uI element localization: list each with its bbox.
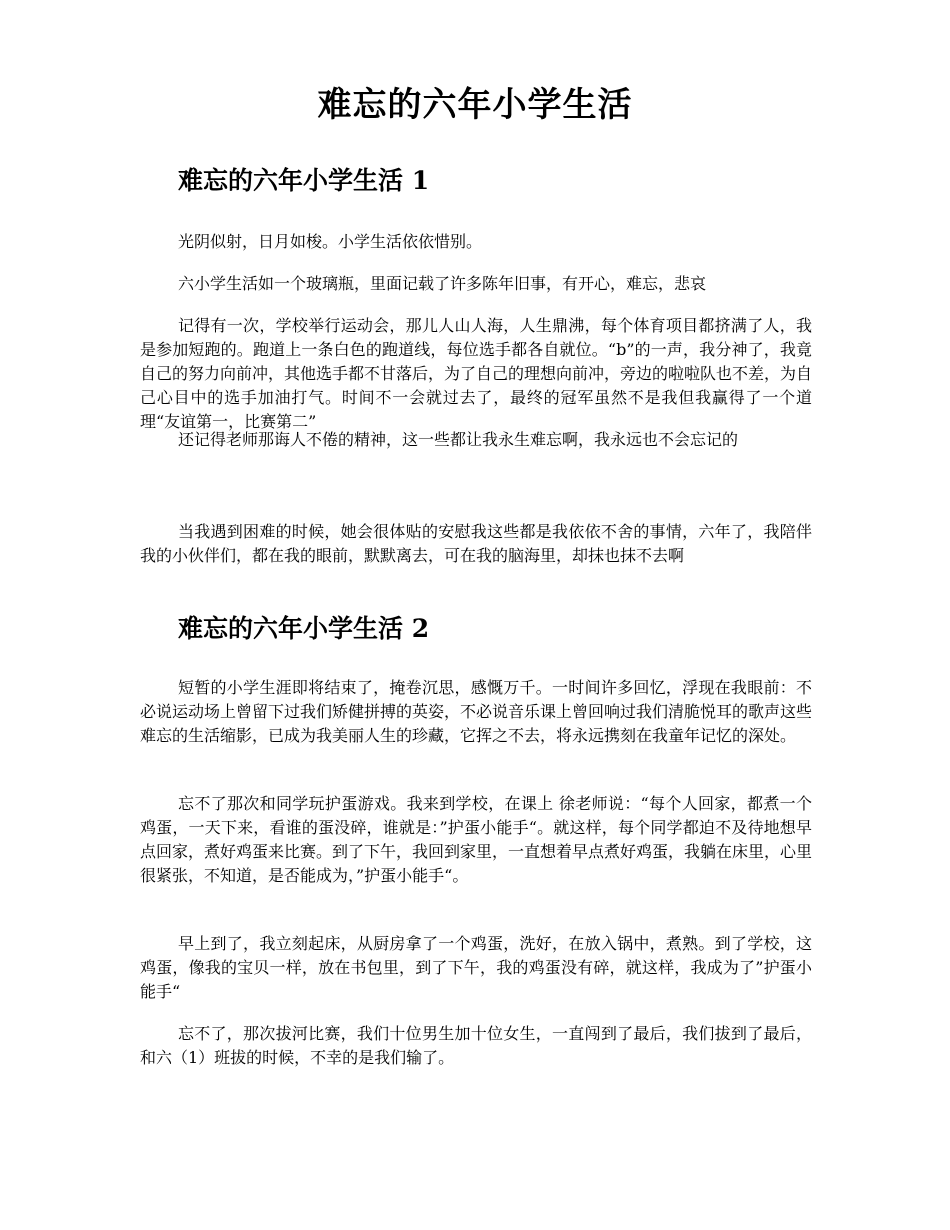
section-heading-2: 难忘的六年小学生活 2 [178,614,430,643]
paragraph: 忘不了那次和同学玩护蛋游戏。我来到学校，在课上 徐老师说：“每个人回家，都煮一个鸡蛋，一天下来，看谁的蛋没碎，谁就是：”护蛋小能手“。就这样，每个同学都迫不及待地想早点回家，煮好鸡蛋来比赛。到了下午，我回到家里，一直想着早点煮好鸡蛋，我躺在床里，心里很紧张，不知道，是否能成为，”护蛋小能手“。 [140,794,813,885]
section-heading-1: 难忘的六年小学生活 1 [178,166,430,195]
document-title: 难忘的六年小学生活 [317,85,633,125]
paragraph: 还记得老师那诲人不倦的精神，这一些都让我永生难忘啊，我永远也不会忘记的 [178,430,739,449]
paragraph: 光阴似射，日月如梭。小学生活依依惜别。 [178,232,483,251]
paragraph: 短暂的小学生涯即将结束了，掩卷沉思，感慨万千。一时间许多回忆，浮现在我眼前：不必说运动场上曾留下过我们矫健拼搏的英姿，不必说音乐课上曾回响过我们清脆悦耳的歌声这些难忘的生活缩影，已成为我美丽人生的珍藏，它挥之不去，将永远携刻在我童年记忆的深处。 [140,678,813,745]
paragraph: 六小学生活如一个玻璃瓶，里面记载了许多陈年旧事，有开心，难忘，悲哀 [178,274,707,293]
paragraph: 当我遇到困难的时候，她会很体贴的安慰我这些都是我依依不舍的事情，六年了，我陪伴我的小伙伴们，都在我的眼前，默默离去，可在我的脑海里，却抹也抹不去啊 [140,522,812,565]
paragraph: 记得有一次，学校举行运动会，那儿人山人海，人生鼎沸，每个体育项目都挤满了人，我是参加短跑的。跑道上一条白色的跑道线，每位选手都各自就位。“b”的一声，我分神了，我竟自己的努力向前冲，其他选手都不甘落后，为了自己的理想向前冲，旁边的啦啦队也不差，为自己心目中的选手加油打气。时间不一会就过去了，最终的冠军虽然不是我但我赢得了一个道理“友谊第一，比赛第二” [140,316,813,431]
paragraph: 早上到了，我立刻起床，从厨房拿了一个鸡蛋，洗好，在放入锅中，煮熟。到了学校，这鸡蛋，像我的宝贝一样，放在书包里，到了下午，我的鸡蛋没有碎，就这样，我成为了”护蛋小能手“ [140,934,812,1001]
paragraph: 忘不了，那次拔河比赛，我们十位男生加十位女生，一直闯到了最后，我们拔到了最后，和六（1）班拔的时候，不幸的是我们输了。 [140,1024,812,1067]
